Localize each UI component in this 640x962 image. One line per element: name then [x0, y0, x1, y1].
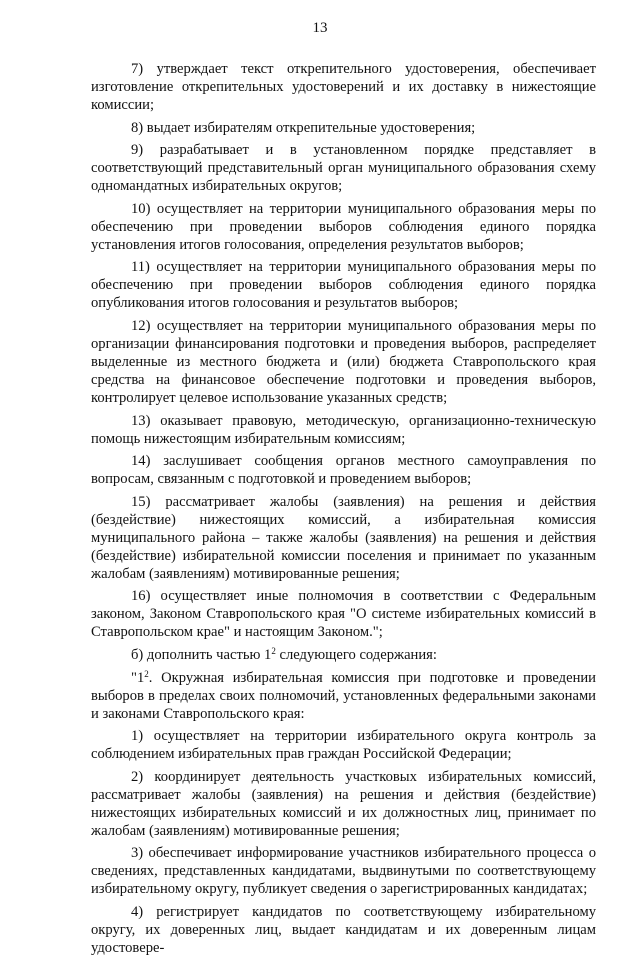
supplement-heading [91, 669, 596, 723]
supplement-intro-before: б) дополнить частью 1 [131, 646, 272, 663]
paragraph-item-14: 14) заслушивает сообщения органов местного самоуправления по вопросам, связанным с подготовкой и проведением выборов; [91, 453, 596, 488]
paragraph-item-15: 15) рассматривает жалобы (заявления) на решения и действия (бездействие) нижестоящих комиссий, а избирательная комиссия муниципального района – также жалобы (заявления) на решения и действия (бездействие) избирательной комиссии поселения и принимает по указанным жалобам (заявлениям) мотивированные решения; [91, 493, 596, 582]
paragraph-item-8: 8) выдает избирателям открепительные удостоверения; [131, 119, 476, 136]
list-item: 2) координирует деятельность участковых избирательных комиссий, рассматривает жалобы (заявления) на решения и действия (бездействие) нижестоящих избирательных комиссий и их должностных лиц, принимает по жалобам (заявлениям) мотивированные решения; [91, 768, 596, 839]
paragraph-item-9: 9) разрабатывает и в установленном порядке представляет в соответствующий представительный орган муниципального образования схему одномандатных избирательных округов; [91, 142, 596, 195]
page-number: 13 [312, 20, 328, 36]
superscript: 2 [271, 645, 276, 656]
paragraph-item-13: 13) оказывает правовую, методическую, организационно-техническую помощь нижестоящим избирательным комиссиям; [91, 412, 596, 447]
list-item: 4) регистрирует кандидатов по соответствующему избирательному округу, их доверенных лиц, выдает кандидатам и их доверенным лицам удостовере- [91, 903, 596, 956]
superscript: 2 [144, 668, 149, 679]
document-body [91, 60, 596, 962]
paragraph-item-16: 16) осуществляет иные полномочия в соответствии с Федеральным законом, Законом Ставропольского края "О системе избирательных комиссий в Ставропольском крае" и настоящим Законом."; [91, 588, 596, 641]
supplement-intro-after: следующего содержания: [275, 646, 437, 663]
supplement-heading-before: "1 [131, 669, 145, 686]
supplement-heading-after: . Окружная избирательная комиссия при подготовке и проведении выборов в пределах своих полномочий, установленных федеральными законами и законами Ставропольского края: [91, 669, 596, 722]
supplement-intro [91, 646, 596, 664]
paragraph-item-12: 12) осуществляет на территории муниципального образования меры по организации финансирования подготовки и проведения выборов, распределяет выделенные из местного бюджета и (или) бюджета Ставропольского края средства на финансовое обеспечение подготовки и проведения выборов, контролирует целевое использование указанных средств; [91, 317, 596, 406]
list-item: 1) осуществляет на территории избирательного округа контроль за соблюдением избирательных прав граждан Российской Федерации; [91, 728, 596, 763]
paragraph-item-10: 10) осуществляет на территории муниципального образования меры по обеспечению при проведении выборов соблюдения единого порядка установления итогов голосования, определения результатов выборов; [91, 200, 596, 253]
list-item: 3) обеспечивает информирование участников избирательного процесса о сведениях, представленных кандидатами, выдвинутыми по соответствующему избирательному округу, публикует сведения о зарегистрированных кандидатах; [91, 845, 596, 898]
paragraph-item-7: 7) утверждает текст открепительного удостоверения, обеспечивает изготовление открепительных удостоверений и их доставку в нижестоящие комиссии; [91, 61, 596, 113]
paragraph-item-11: 11) осуществляет на территории муниципального образования меры по обеспечению при проведении выборов соблюдения единого порядка опубликования итогов голосования и результатов выборов; [91, 259, 596, 312]
